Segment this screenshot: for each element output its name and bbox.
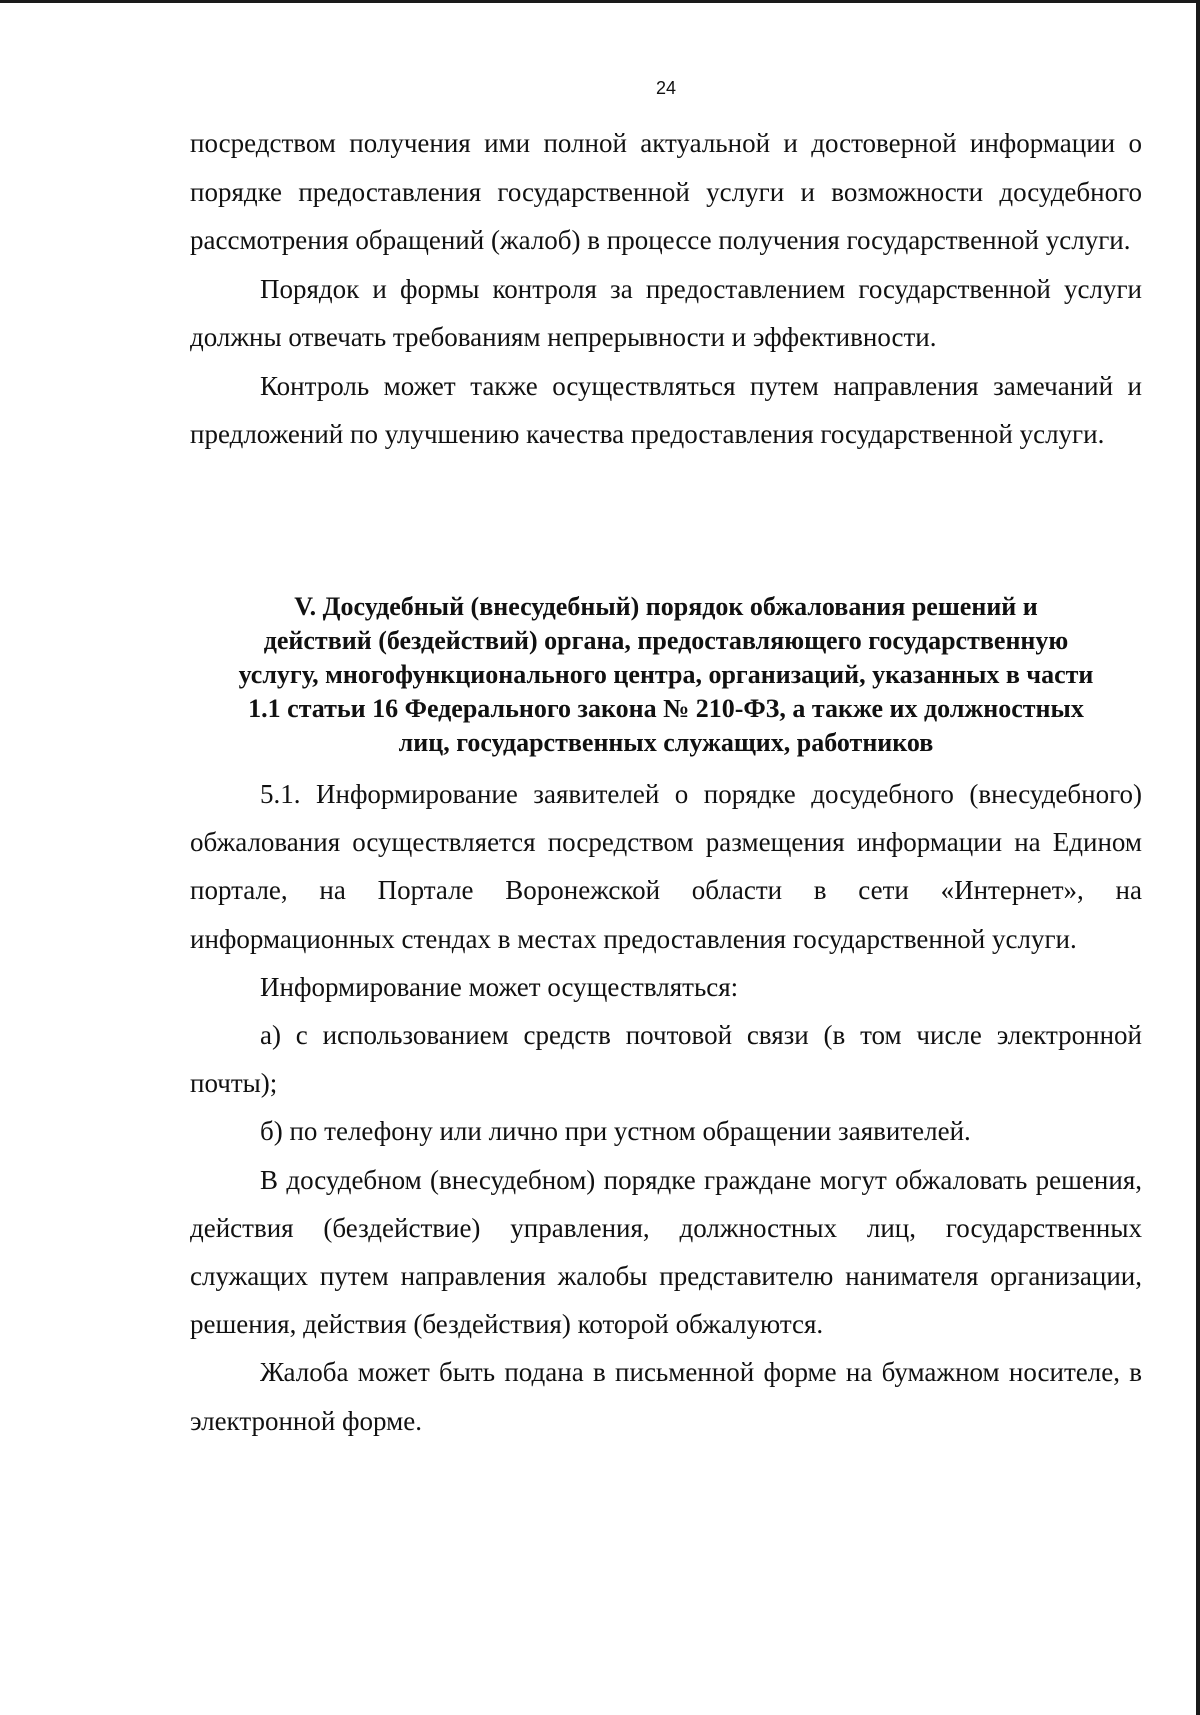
list-item-a: а) с использованием средств почтовой связи (в том числе электронной почты); <box>190 1020 1142 1099</box>
scan-border-right <box>1196 0 1200 1715</box>
paragraph-continuation: посредством получения ими полной актуальной и достоверной информации о порядке предоставления государственной услуги и возможности досудебного рассмотрения обращений (жалоб) в процессе получения государственной услуги. <box>190 128 1142 255</box>
list-item-b: б) по телефону или лично при устном обращении заявителей. <box>260 1116 971 1147</box>
paragraph-appeal-rights: В досудебном (внесудебном) порядке граждане могут обжаловать решения, действия (бездействие) управления, должностных лиц, государственных служащих путем направления жалобы представителю нанимателя организации, решения, действия (бездействия) которой обжалуются. <box>190 1164 1142 1340</box>
paragraph-informing-methods: Информирование может осуществляться: <box>260 971 739 1002</box>
paragraph-complaint-form: Жалоба может быть подана в письменной форме на бумажном носителе, в электронной форме. <box>190 1357 1142 1436</box>
section-heading-line: лиц, государственных служащих, работников <box>398 728 934 757</box>
scan-border-top <box>0 0 1200 3</box>
page-number: 24 <box>655 78 677 98</box>
section-heading-line: услугу, многофункционального центра, организаций, указанных в части <box>238 660 1094 689</box>
section-heading-line: V. Досудебный (внесудебный) порядок обжалования решений и <box>294 592 1038 621</box>
paragraph-control-forms: Порядок и формы контроля за предоставлением государственной услуги должны отвечать требованиям непрерывности и эффективности. <box>190 273 1142 352</box>
section-heading-line: 1.1 статьи 16 Федерального закона № 210-ФЗ, а также их должностных <box>248 694 1084 723</box>
section-heading-line: действий (бездействий) органа, предоставляющего государственную <box>263 626 1069 655</box>
intro-text-block <box>190 119 1142 459</box>
section-heading <box>190 590 1142 760</box>
paragraph-control-proposals: Контроль может также осуществляться путем направления замечаний и предложений по улучшению качества предоставления государственной услуги. <box>190 370 1142 449</box>
paragraph-5-1: 5.1. Информирование заявителей о порядке досудебного (внесудебного) обжалования осуществляется посредством размещения информации на Едином портале, на Портале Воронежской области в сети «Интернет», на информационных стендах в местах предоставления государственной услуги. <box>190 779 1142 954</box>
section-text-block <box>190 770 1142 1445</box>
